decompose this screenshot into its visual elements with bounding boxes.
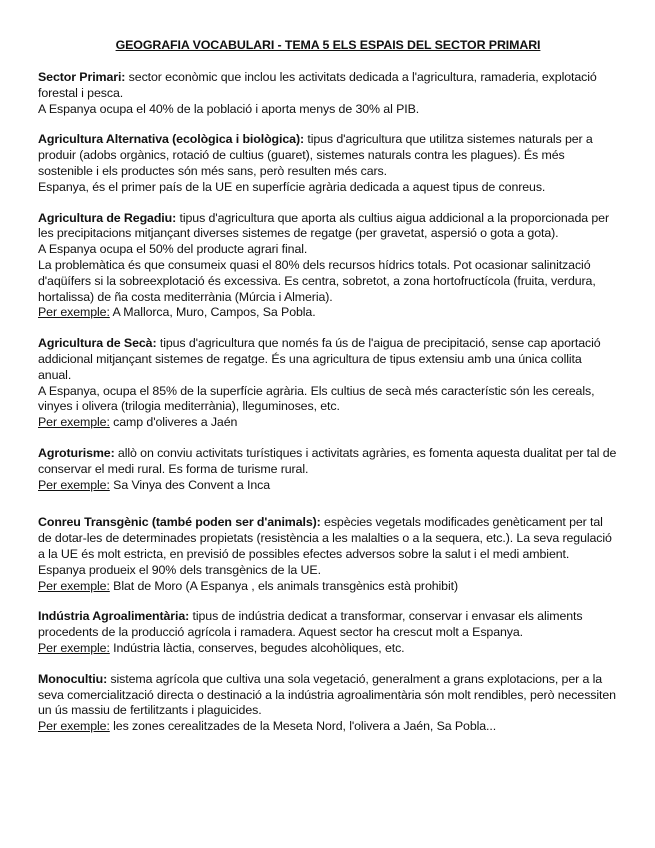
example-label: Per exemple: <box>38 415 110 430</box>
note: La problemàtica és que consumeix quasi el 80% dels recursos hídrics totals. Pot ocasionar salinització d'aqüífers si la sobreexplotació és excessiva. Es centra, sobretot, a zona hortofructícola (fruita, verdura, hortalissa) de ña costa mediterrània (Múrcia i Almeria). <box>38 257 596 304</box>
term: Agricultura Alternativa (ecològica i biològica): <box>38 132 305 147</box>
example-label: Per exemple: <box>38 640 110 655</box>
definition-paragraph <box>38 446 618 478</box>
entry-agricultura-seca <box>38 336 618 431</box>
example-line <box>38 478 618 494</box>
note: A Espanya, ocupa el 85% de la superfície agrària. Els cultius de secà més característic són les cereals, vinyes i olivera (trilogia mediterrània), lleguminoses, etc. <box>38 383 595 414</box>
example-line <box>38 641 618 657</box>
term: Agroturisme: <box>38 445 115 460</box>
definition: espècies vegetals modificades genèticament per tal de dotar-les de determinades propietats (resistència a les malalties o a la sequera, etc.). La seva regulació a la UE és molt estricta, en previsió de possibles efectes adversos sobre la salut i el medi ambient. Espanya produeix el 90% dels transgènics de la UE. <box>38 515 612 577</box>
term: Agricultura de Regadiu: <box>38 210 177 225</box>
example-text: Sa Vinya des Convent a Inca <box>109 477 271 492</box>
term: Sector Primari: <box>38 70 126 84</box>
example-line <box>38 719 618 735</box>
example-line <box>38 579 618 595</box>
example-text: les zones cerealitzades de la Meseta Nord, l'olivera a Jaén, Sa Pobla... <box>109 719 497 734</box>
definition: sector econòmic que inclou les activitats dedicada a l'agricultura, ramaderia, explotació forestal i pesca. <box>38 70 597 100</box>
example-label: Per exemple: <box>38 305 110 320</box>
definition: allò on conviu activitats turístiques i activitats agràries, es fomenta aquesta dualitat per tal de conservar el medi rural. Es forma de turisme rural. <box>38 445 617 476</box>
entry-industria-agroalimentaria <box>38 609 618 656</box>
entry-sector-primari <box>38 70 618 117</box>
example-text: Indústria làctia, conserves, begudes alcohòliques, etc. <box>109 640 405 655</box>
definition: tipus d'agricultura que només fa ús de l'aigua de precipitació, sense cap aportació addicional mitjançant sistemes de regatge. És una agricultura de tipus extensiu amb una única collita anual. <box>38 336 601 382</box>
entry-conreu-transgenic <box>38 515 618 594</box>
example-text: A Mallorca, Muro, Campos, Sa Pobla. <box>109 305 316 320</box>
entry-agricultura-regadiu <box>38 211 618 322</box>
note: A Espanya ocupa el 40% de la població i aporta menys de 30% al PIB. <box>38 101 420 116</box>
definition-paragraph <box>38 336 618 383</box>
example-line <box>38 305 618 321</box>
definition: tipus d'agricultura que aporta als cultius aigua addicional a la proporcionada per les precipitacions mitjançant diverses sistemes de regatge (per gravetat, aspersió o gota a gota). <box>38 210 609 241</box>
definition-paragraph <box>38 609 618 641</box>
term: Agricultura de Secà: <box>38 336 157 351</box>
definition-paragraph <box>38 515 618 578</box>
definition-paragraph <box>38 211 618 243</box>
term: Indústria Agroalimentària: <box>38 609 190 624</box>
example-line <box>38 415 618 431</box>
definition-paragraph <box>38 70 618 102</box>
entry-monocultiu <box>38 672 618 735</box>
example-text: camp d'oliveres a Jaén <box>109 415 238 430</box>
term: Monocultiu: <box>38 671 108 686</box>
note: A Espanya ocupa el 50% del producte agrari final. <box>38 242 308 257</box>
example-label: Per exemple: <box>38 477 110 492</box>
example-label: Per exemple: <box>38 578 110 593</box>
definition: tipus de indústria dedicat a transformar, conservar i envasar els aliments procedents de la producció agrícola i ramadera. Aquest sector ha crescut molt a Espanya. <box>38 609 583 640</box>
document-page <box>38 38 618 750</box>
term: Conreu Transgènic (també poden ser d'animals): <box>38 515 321 530</box>
definition: tipus d'agricultura que utilitza sistemes naturals per a produir (adobs orgànics, rotació de cultius (guaret), sistemes naturals contra les plagues). És més sostenible i els productes són més sans, però resulten més cars. <box>38 132 593 178</box>
definition-paragraph <box>38 672 618 719</box>
definition-paragraph <box>38 132 618 179</box>
definition: sistema agrícola que cultiva una sola vegetació, generalment a grans explotacions, per a la seva comercialització directa o destinació a la indústria agroalimentària són molt rendibles, però necessiten un ús massiu de fertilitzants i plaguicides. <box>38 671 616 718</box>
example-label: Per exemple: <box>38 719 110 734</box>
note: Espanya, és el primer país de la UE en superfície agrària dedicada a aquest tipus de conreus. <box>38 179 546 194</box>
entry-agroturisme <box>38 446 618 493</box>
entry-agricultura-alternativa <box>38 132 618 195</box>
document-title: GEOGRAFIA VOCABULARI - TEMA 5 ELS ESPAIS DEL SECTOR PRIMARI <box>115 38 541 52</box>
example-text: Blat de Moro (A Espanya , els animals transgènics està prohibit) <box>109 578 458 593</box>
